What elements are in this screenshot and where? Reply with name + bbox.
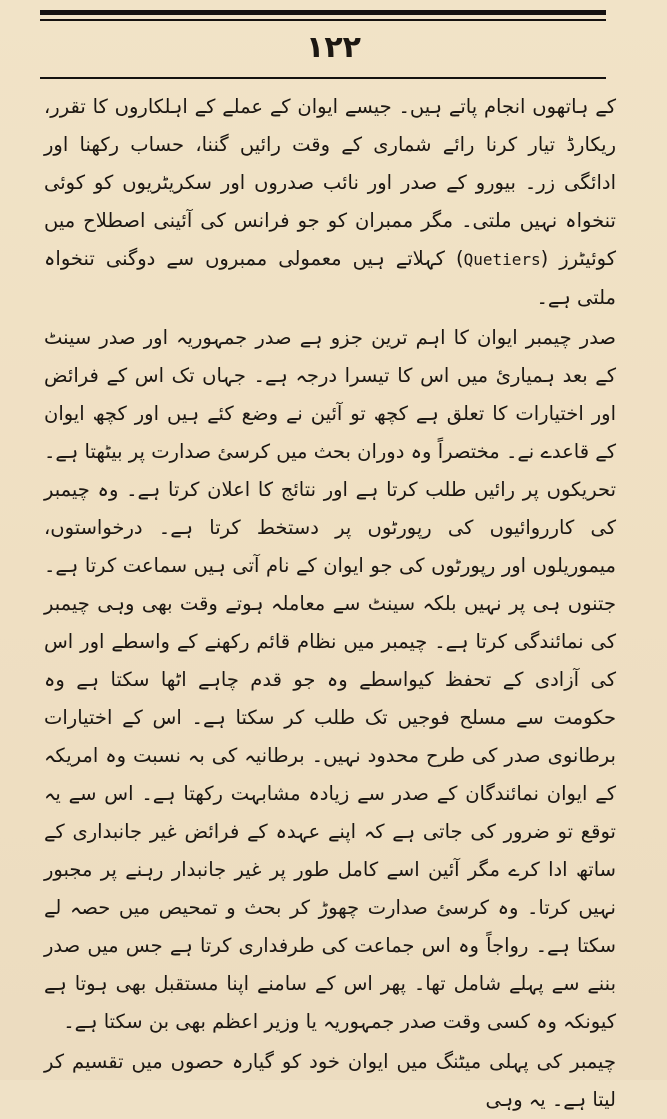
paragraph-1-latin-term: Quetiers [463,250,541,269]
paragraph-1-text-b: ) کہلاتے ہیں معمولی ممبروں سے دوگنی تنخواہ ملتی ہے۔ [44,247,616,309]
body-text [44,88,616,1119]
paragraph-1-text-a: کے ہاتھوں انجام پاتے ہیں۔ جیسے ایوان کے عملے کے اہلکاروں کا تقرر، ریکارڈ تیار کرنا رائے شماری کے وقت رائیں گننا، حساب رکھنا اور ادائگی زر۔ بیورو کے صدر اور نائب صدروں اور سکریٹریوں کو کوئی تنخواہ نہیں ملتی۔ مگر ممبران کو جو فرانس کی آئینی اصطلاح میں کوئیٹرز ( [44,95,616,270]
paragraph-3: چیمبر کی پہلی میٹنگ میں ایوان خود کو گیارہ حصوں میں تقسیم کر لیتا ہے۔ یہ وہی [44,1050,616,1111]
page-number: ۱۲۲ [306,30,361,65]
paragraph-2: صدر چیمبر ایوان کا اہم ترین جزو ہے صدر جمہوریہ اور صدر سینٹ کے بعد ہمیارئ میں اس کا تیسرا درجہ ہے۔ جہاں تک اس کے فرائض اور اختیارات کا تعلق ہے کچھ تو آئین نے وضع کئے ہیں اور کچھ ایوان کے قاعدے نے۔ مختصراً وہ دوران بحث میں کرسئ صدارت پر بیٹھتا ہے۔ تحریکوں پر رائیں طلب کرتا ہے اور نتائج کا اعلان کرتا ہے۔ وہ چیمبر کی کارروائیوں کی رپورٹوں پر دستخط کرتا ہے۔ درخواستوں، میموریلوں اور رپورٹوں کی جو ایوان کے نام آتی ہیں سماعت کرتا ہے۔ جتنوں ہی پر نہیں بلکہ سینٹ سے معاملہ ہوتے وقت بھی وہی چیمبر کی نمائندگی کرتا ہے۔ چیمبر میں نظام قائم رکھنے کے واسطے اور اس کی آزادی کے تحفظ کیواسطے وہ جو قدم چاہے اٹھا سکتا ہے وہ حکومت سے مسلح فوجیں تک طلب کر سکتا ہے۔ اس کے اختیارات برطانوی صدر کی طرح محدود نہیں۔ برطانیہ کی بہ نسبت وہ امریکہ کے ایوان نمائندگان کے صدر سے زیادہ مشابہت رکھتا ہے۔ اس سے یہ توقع تو ضرور کی جاتی ہے کہ اپنے عہدہ کے فرائض غیر جانبداری کے ساتھ ادا کرے مگر آئین اسے کامل طور پر غیر جانبدار رہنے پر مجبور نہیں کرتا۔ وہ کرسئ صدارت چھوڑ کر بحث و تمحیص میں حصہ لے سکتا ہے۔ رواجاً وہ اس جماعت کی طرفداری کرتا ہے جس میں صدر بننے سے پہلے شامل تھا۔ پھر اس کے سامنے اپنا مستقبل بھی ہوتا ہے کیونکہ وہ کسی وقت صدر جمہوریہ یا وزیر اعظم بھی بن سکتا ہے۔ [44,326,616,1033]
header-rule-bottom [40,77,606,79]
paragraph-1 [44,88,616,317]
header-rule-thin [40,19,606,21]
header-rule-thick [40,10,606,15]
